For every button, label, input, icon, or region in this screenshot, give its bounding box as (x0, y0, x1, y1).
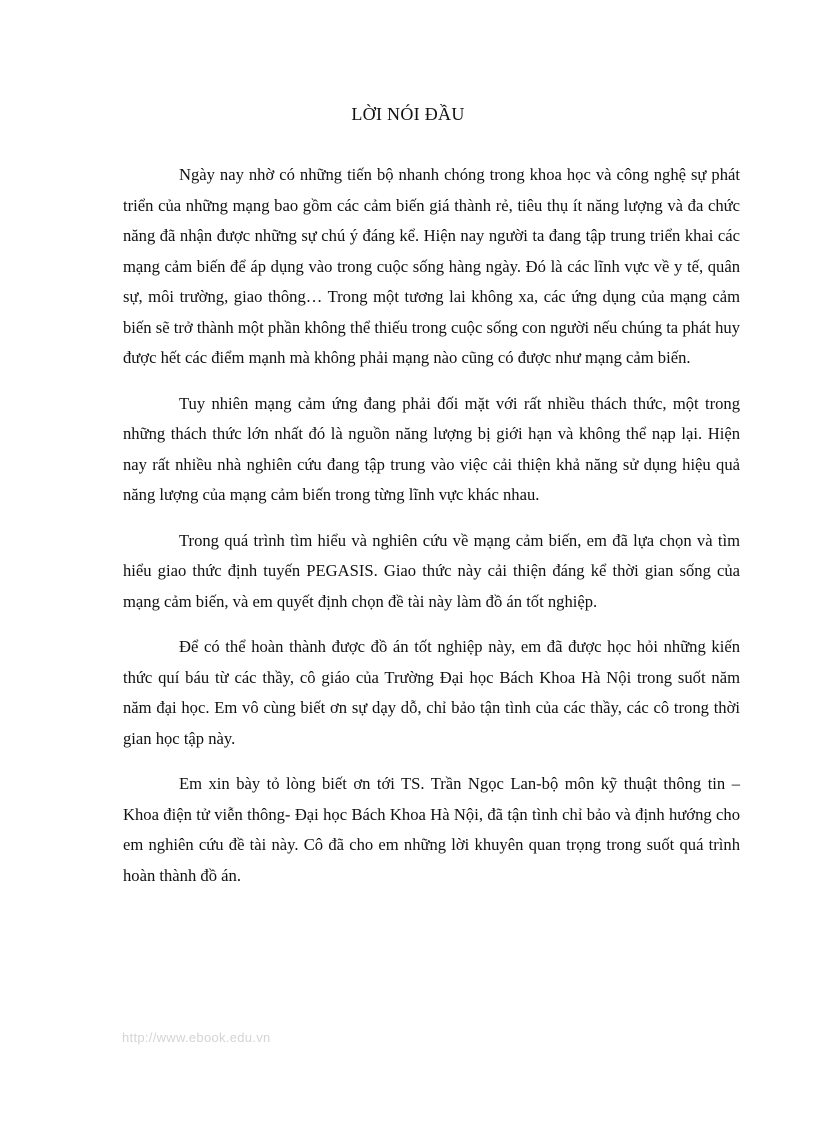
page-title: LỜI NÓI ĐẦU (351, 104, 465, 124)
document-body (123, 160, 740, 906)
paragraph-3: Trong quá trình tìm hiểu và nghiên cứu về mạng cảm biến, em đã lựa chọn và tìm hiểu giao thức định tuyến PEGASIS. Giao thức này cải thiện đáng kể thời gian sống của mạng cảm biến, và em quyết định chọn đề tài này làm đồ án tốt nghiệp. (123, 530, 740, 611)
paragraph-1: Ngày nay nhờ có những tiến bộ nhanh chóng trong khoa học và công nghệ sự phát triển của những mạng bao gồm các cảm biến giá thành rẻ, tiêu thụ ít năng lượng và đa chức năng đã nhận được những sự chú ý đáng kể. Hiện nay người ta đang tập trung triển khai các mạng cảm biến để áp dụng vào trong cuộc sống hàng ngày. Đó là các lĩnh vực về y tế, quân sự, môi trường, giao thông… Trong một tương lai không xa, các ứng dụng của mạng cảm biến sẽ trở thành một phần không thể thiếu trong cuộc sống con người nếu chúng ta phát huy được hết các điểm mạnh mà không phải mạng nào cũng có được như mạng cảm biến. (123, 165, 740, 367)
paragraph-2: Tuy nhiên mạng cảm ứng đang phải đối mặt với rất nhiều thách thức, một trong những thách thức lớn nhất đó là nguồn năng lượng bị giới hạn và không thể nạp lại. Hiện nay rất nhiều nhà nghiên cứu đang tập trung vào việc cải thiện khả năng sử dụng hiệu quả năng lượng của mạng cảm biến trong từng lĩnh vực khác nhau. (123, 393, 740, 504)
paragraph-4: Để có thể hoàn thành được đồ án tốt nghiệp này, em đã được học hỏi những kiến thức quí báu từ các thầy, cô giáo của Trường Đại học Bách Khoa Hà Nội trong suốt năm năm đại học. Em vô cùng biết ơn sự dạy dỗ, chỉ bảo tận tình của các thầy, các cô trong thời gian học tập này. (123, 637, 740, 748)
paragraph-5: Em xin bày tỏ lòng biết ơn tới TS. Trần Ngọc Lan-bộ môn kỹ thuật thông tin – Khoa điện tử viễn thông- Đại học Bách Khoa Hà Nội, đã tận tình chỉ bảo và định hướng cho em nghiên cứu đề tài này. Cô đã cho em những lời khuyên quan trọng trong suốt quá trình hoàn thành đồ án. (123, 774, 740, 885)
watermark-url: http://www.ebook.edu.vn (122, 1030, 271, 1045)
